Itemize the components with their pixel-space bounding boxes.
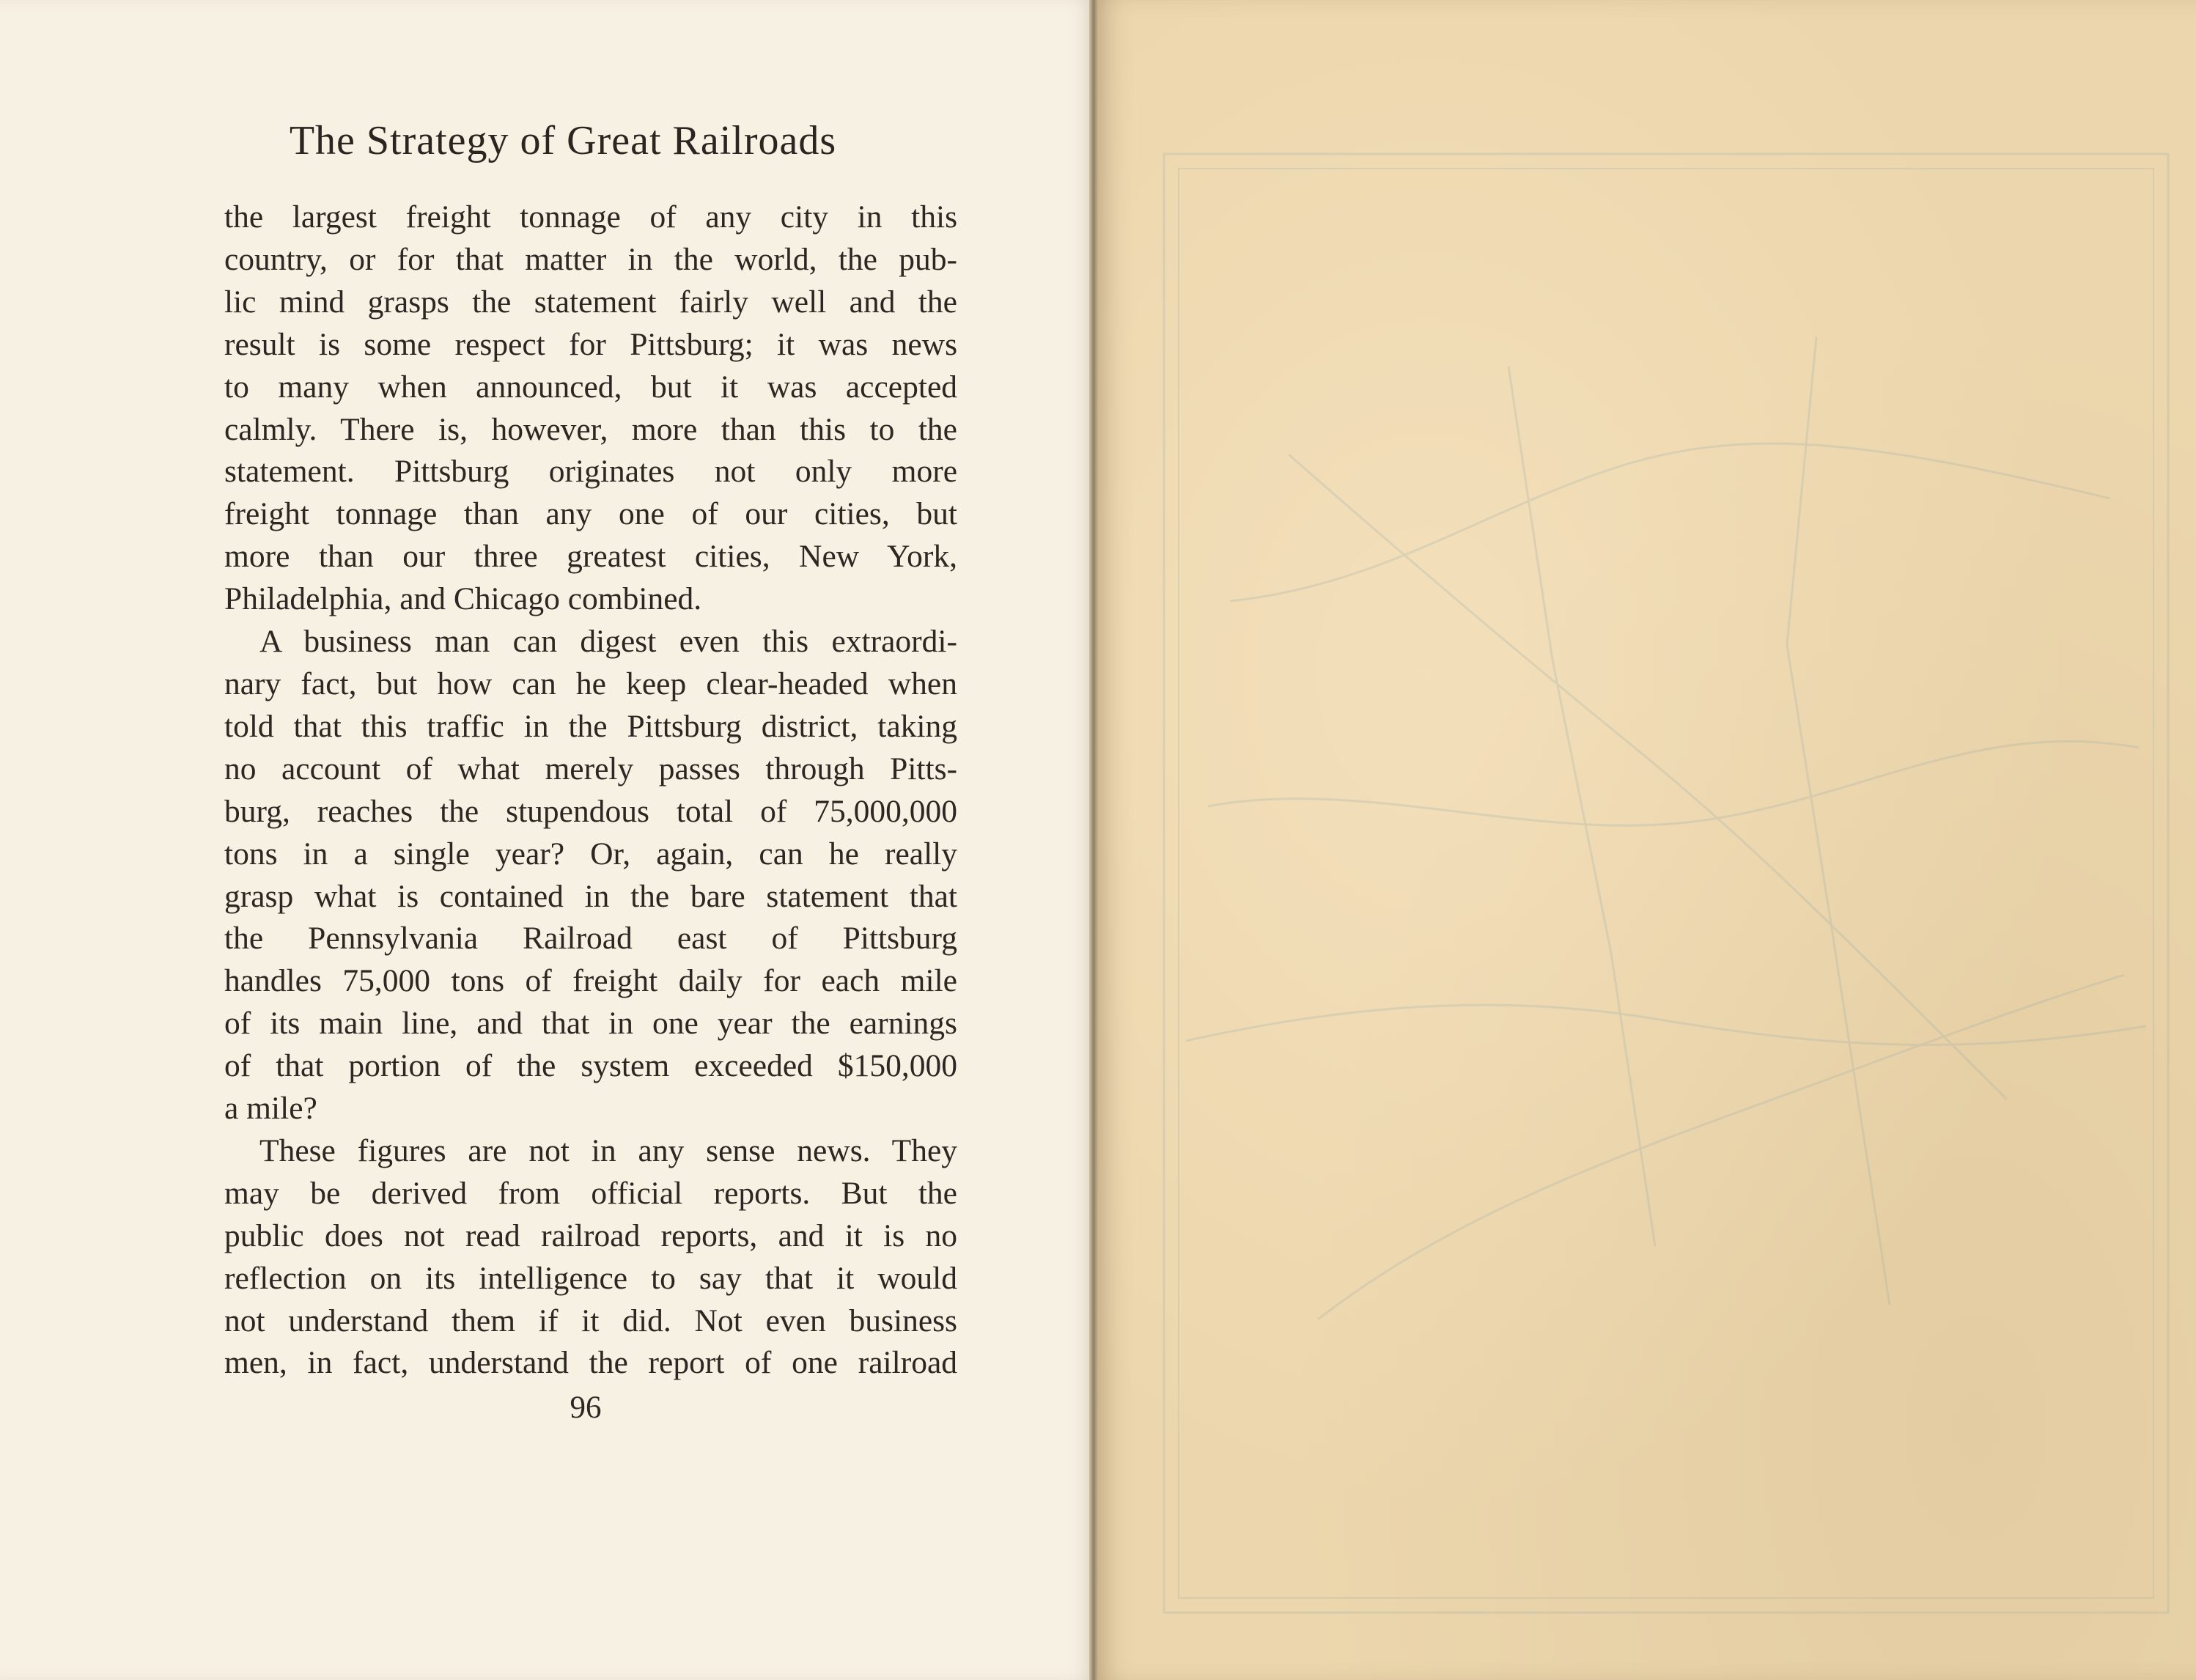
text-line: country, or for that matter in the world, the pub-	[224, 241, 957, 277]
text-line: Philadelphia, and Chicago combined.	[224, 581, 702, 617]
left-page	[0, 0, 1094, 1680]
text-line: tons in a single year? Or, again, can he really	[224, 836, 957, 872]
text-line: A business man can digest even this extraordi-	[259, 624, 957, 660]
text-line: reflection on its intelligence to say that it would	[224, 1260, 957, 1296]
map-border-inner	[1179, 169, 2153, 1598]
text-line: the Pennsylvania Railroad east of Pittsburg	[224, 921, 957, 957]
text-line: result is some respect for Pittsburg; it was news	[224, 326, 957, 362]
map-border-outer	[1164, 154, 2168, 1613]
body-text	[224, 196, 957, 1385]
text-line: no account of what merely passes through Pitts-	[224, 751, 957, 786]
map-coast-line	[1230, 443, 2110, 601]
running-head: The Strategy of Great Railroads	[289, 118, 837, 163]
text-line: men, in fact, understand the report of one railroad	[224, 1345, 957, 1381]
paragraph-2	[224, 621, 957, 1130]
right-page-blank	[1098, 0, 2196, 1680]
map-route-line	[1289, 454, 2007, 1099]
text-line: of its main line, and that in one year the earnings	[224, 1006, 957, 1042]
text-line: nary fact, but how can he keep clear-headed when	[224, 666, 957, 701]
text-line: a mile?	[224, 1091, 317, 1127]
text-line: told that this traffic in the Pittsburg district, taking	[224, 708, 957, 744]
text-line: public does not read railroad reports, and it is no	[224, 1217, 957, 1253]
paragraph-3	[224, 1130, 957, 1385]
text-line: not understand them if it did. Not even business	[224, 1303, 957, 1338]
page-number: 96	[570, 1390, 602, 1425]
text-line: grasp what is contained in the bare statement that	[224, 878, 957, 914]
text-line: more than our three greatest cities, New York,	[224, 539, 957, 575]
book-gutter	[1089, 0, 1098, 1680]
map-route-line	[1186, 1005, 2146, 1045]
text-line: calmly. There is, however, more than this to the	[224, 411, 957, 447]
text-line: the largest freight tonnage of any city in this	[224, 199, 957, 235]
text-line: freight tonnage than any one of our cities, but	[224, 496, 957, 532]
text-line: of that portion of the system exceeded $150,000	[224, 1048, 957, 1084]
text-line: to many when announced, but it was accepted	[224, 369, 957, 405]
text-line: handles 75,000 tons of freight daily for each mile	[224, 963, 957, 999]
map-route-line	[1508, 366, 1655, 1246]
text-line: lic mind grasps the statement fairly well and the	[224, 284, 957, 320]
paragraph-1	[224, 196, 957, 621]
text-line: burg, reaches the stupendous total of 75,000,000	[224, 793, 957, 829]
text-line: statement. Pittsburg originates not only more	[224, 454, 957, 490]
map-route-line	[1318, 975, 2124, 1319]
bleed-through-map-image	[1098, 0, 2196, 1680]
text-line: These figures are not in any sense news. They	[259, 1132, 957, 1168]
text-line: may be derived from official reports. But the	[224, 1175, 957, 1211]
map-route-line	[1208, 741, 2139, 825]
map-route-line	[1787, 337, 1890, 1305]
